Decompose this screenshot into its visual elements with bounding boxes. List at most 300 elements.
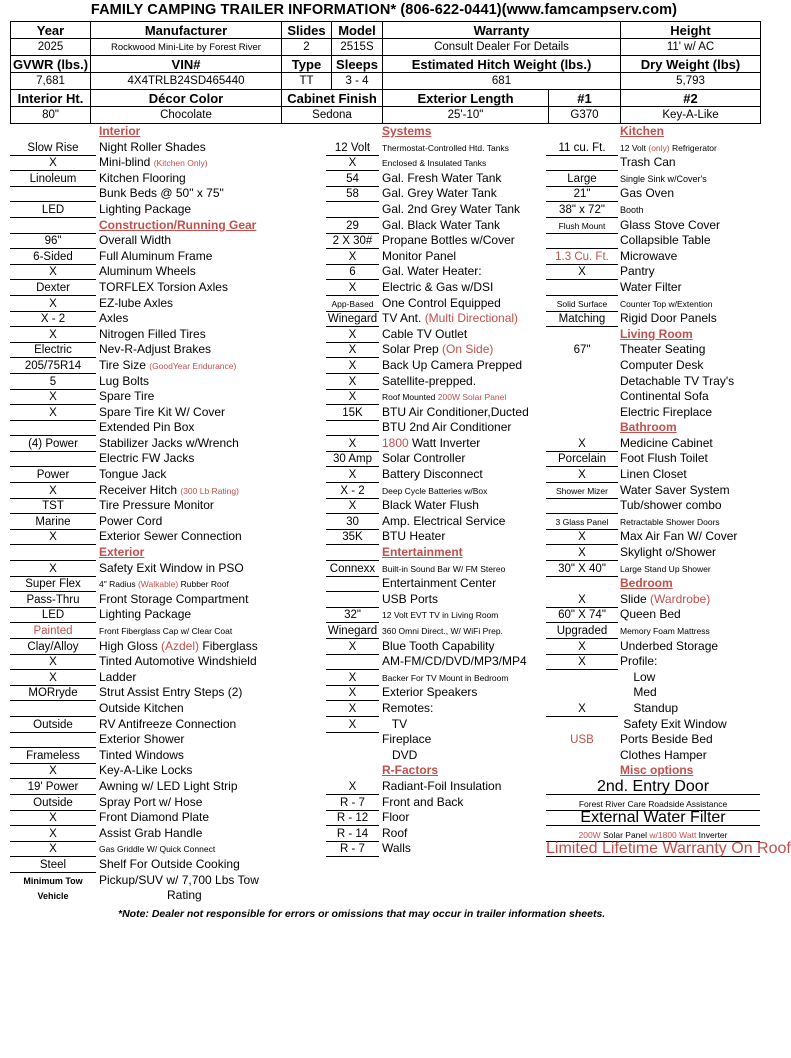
label-text: Enclosed & Insulated Tanks <box>382 158 487 169</box>
spec-row <box>546 654 760 670</box>
spec-row <box>326 124 544 140</box>
header-value: 681 <box>383 73 621 90</box>
spec-value: R - 12 <box>326 811 379 826</box>
spec-label <box>620 561 711 578</box>
spec-value: Slow Rise <box>10 141 96 156</box>
spec-label <box>620 654 657 670</box>
label-text: (Walkable) <box>137 579 179 590</box>
spec-value: Shower Mizer <box>546 484 618 499</box>
label-text: Lighting Package <box>99 201 192 216</box>
spec-label <box>620 685 657 701</box>
spec-label <box>99 576 229 593</box>
spec-value: X <box>10 297 96 312</box>
spec-row <box>10 155 260 171</box>
spec-value: 21" <box>546 187 618 202</box>
spec-value: App-Based <box>326 297 379 312</box>
spec-label <box>99 529 242 545</box>
spec-value: Solid Surface <box>546 297 618 312</box>
spec-row <box>326 763 544 779</box>
spec-value: Dexter <box>10 281 96 296</box>
spec-value <box>10 452 96 467</box>
spec-row <box>326 592 544 608</box>
spec-value <box>10 187 96 202</box>
spec-label <box>620 623 710 640</box>
label-text: Skylight o/Shower <box>620 545 717 560</box>
spec-value <box>546 577 618 591</box>
spec-row <box>10 779 260 795</box>
spec-row <box>10 498 260 514</box>
label-text: Blue Tooth Capability <box>382 638 495 653</box>
header-value: 4X4TRLB24SD465440 <box>91 73 282 90</box>
spec-label <box>382 498 479 514</box>
spec-row <box>10 717 260 733</box>
spec-label <box>382 717 407 733</box>
spec-label <box>620 732 713 748</box>
spec-label <box>382 639 495 655</box>
spec-row <box>10 374 260 390</box>
spec-label <box>382 264 482 280</box>
spec-label <box>382 218 500 234</box>
spec-value <box>326 655 379 670</box>
spec-row <box>326 841 544 857</box>
label-text: Floor <box>382 810 410 825</box>
column-interior <box>10 124 260 904</box>
spec-label <box>620 296 712 313</box>
header-label: #2 <box>621 90 761 107</box>
label-text: Tire Pressure Monitor <box>99 498 214 513</box>
label-text: (On Side) <box>442 342 494 357</box>
header-value: 7,681 <box>11 73 91 90</box>
spec-label <box>99 186 224 202</box>
spec-row <box>10 327 260 343</box>
label-text: Bedroom <box>620 576 673 591</box>
spec-value: 67" <box>573 344 591 357</box>
spec-value <box>546 686 618 700</box>
label-text: Profile: <box>620 654 658 669</box>
spec-value <box>546 234 618 249</box>
spec-row <box>326 607 544 623</box>
spec-label <box>382 670 508 687</box>
label-text: DVD <box>382 747 418 762</box>
label-text: (only) <box>648 142 670 153</box>
spec-label <box>620 405 712 421</box>
label-text: Booth <box>620 204 644 215</box>
spec-row <box>10 607 260 623</box>
spec-label <box>99 779 238 795</box>
spec-value: Pass-Thru <box>10 593 96 608</box>
label-text: Memory Foam Mattress <box>620 626 710 636</box>
label-text: Amp. Electrical Service <box>382 513 506 528</box>
label-text: Cable TV Outlet <box>382 326 468 341</box>
header-label: Décor Color <box>91 90 282 107</box>
label-text: Tinted Windows <box>99 747 184 762</box>
label-text: AM-FM/CD/DVD/MP3/MP4 <box>382 654 527 669</box>
spec-label <box>99 389 154 405</box>
spec-label <box>99 857 240 873</box>
spec-label <box>99 202 191 218</box>
spec-value <box>10 702 96 717</box>
spec-value <box>326 749 379 763</box>
spec-value: X <box>326 250 379 265</box>
spec-label <box>382 358 522 374</box>
spec-value: (4) Power <box>10 437 96 452</box>
label-text: Remotes: <box>382 700 434 715</box>
spec-value: 60" X 74" <box>546 608 618 623</box>
label-text: Power Cord <box>99 513 163 528</box>
label-text: Ports Beside Bed <box>620 732 713 747</box>
spec-label <box>620 592 710 608</box>
spec-value: Power <box>10 468 96 483</box>
spec-row <box>326 389 544 405</box>
spec-value: X <box>326 281 379 296</box>
spec-label <box>99 420 194 436</box>
label-text: Collapsible Table <box>620 233 711 248</box>
spec-value: 96" <box>10 234 96 249</box>
spec-label <box>99 155 208 172</box>
label-text: Rigid Door Panels <box>620 311 717 326</box>
label-text: One Control Equipped <box>382 295 501 310</box>
spec-label <box>99 701 184 717</box>
spec-value: X <box>326 686 379 701</box>
label-text: Pantry <box>620 264 655 279</box>
spec-value: X <box>326 359 379 374</box>
spec-row <box>10 623 260 639</box>
spec-label <box>382 841 411 857</box>
label-text: Kitchen <box>620 124 665 138</box>
spec-label <box>620 467 687 483</box>
spec-value <box>10 421 96 436</box>
spec-label <box>382 202 520 218</box>
spec-row <box>326 779 544 795</box>
spec-label <box>620 701 678 717</box>
spec-value: 2 X 30# <box>326 234 379 249</box>
spec-value: X <box>326 390 379 405</box>
label-text: Interior <box>99 124 141 138</box>
spec-label <box>620 545 716 561</box>
label-text: Back Up Camera Prepped <box>382 357 523 372</box>
spec-row <box>546 483 760 499</box>
spec-row <box>326 529 544 545</box>
spec-label <box>620 639 718 655</box>
label-text: BTU 2nd Air Conditioner <box>382 420 512 435</box>
spec-value: R - 7 <box>326 842 379 857</box>
spec-value: X <box>546 437 618 452</box>
spec-label <box>620 717 727 733</box>
spec-value: Porcelain <box>546 452 618 467</box>
misc-option <box>546 777 760 795</box>
label-text: 1800 <box>382 435 409 450</box>
label-text: Low <box>620 669 656 684</box>
label-text: Built-in Sound Bar W/ FM Stereo <box>382 563 506 574</box>
header-value: 25'-10" <box>383 107 549 124</box>
label-text: Counter Top w/Extention <box>620 298 713 309</box>
label-text: EZ-lube Axles <box>99 295 174 310</box>
spec-label <box>620 607 681 623</box>
label-text: Tub/shower combo <box>620 498 722 513</box>
header-value: 11' w/ AC <box>621 39 761 56</box>
spec-row <box>546 576 760 592</box>
label-text: Full Aluminum Frame <box>99 248 213 263</box>
label-text: Exterior Speakers <box>382 685 478 700</box>
label-text: Gal. Black Water Tank <box>382 217 501 232</box>
misc-option <box>546 811 760 826</box>
spec-row <box>546 607 760 623</box>
spec-row <box>546 436 760 452</box>
label-text: Strut Assist Entry Steps (2) <box>99 685 243 700</box>
label-text: RV Antifreeze Connection <box>99 716 237 731</box>
spec-row <box>10 529 260 545</box>
spec-row <box>10 841 260 857</box>
header-value: TT <box>282 73 332 90</box>
header-row <box>11 22 761 39</box>
spec-row <box>10 576 260 592</box>
spec-label <box>382 327 467 343</box>
label-text: Trash Can <box>620 155 676 170</box>
label-text: Clothes Hamper <box>620 747 707 762</box>
label-text: Fiberglass <box>199 638 258 653</box>
label-text: Gas Griddle W/ Quick Connect <box>99 844 216 855</box>
spec-label <box>382 389 506 406</box>
spec-value <box>326 125 379 139</box>
spec-row <box>326 140 544 156</box>
spec-value <box>546 764 618 778</box>
spec-row <box>546 296 760 312</box>
spec-label <box>382 514 505 530</box>
spec-value: Steel <box>10 858 96 873</box>
spec-label <box>382 249 456 265</box>
disclaimer-note: *Note: Dealer not responsible for errors or omissions that may occur in trailer information sheets. <box>118 908 606 920</box>
spec-row <box>326 171 544 187</box>
spec-value: 5 <box>10 375 96 390</box>
spec-row <box>546 155 760 171</box>
label-text: Medicine Cabinet <box>620 435 713 450</box>
label-text: Gal. Grey Water Tank <box>382 186 497 201</box>
label-text: Foot Flush Toilet <box>620 451 708 466</box>
header-label: Manufacturer <box>91 22 282 39</box>
misc-option-row <box>546 826 760 842</box>
spec-value: X <box>10 811 96 826</box>
label-text: Aluminum Wheels <box>99 264 196 279</box>
spec-value <box>326 764 379 778</box>
spec-value: Outside <box>10 718 96 733</box>
spec-row <box>10 873 260 889</box>
spec-label <box>382 701 433 717</box>
spec-label <box>99 763 192 779</box>
spec-row <box>546 451 760 467</box>
header-value: 80" <box>11 107 91 124</box>
spec-label <box>99 748 184 764</box>
spec-value: X <box>10 530 96 545</box>
spec-value: 30" X 40" <box>546 562 618 577</box>
label-text: Deep Cycle Batteries w/Box <box>382 485 488 496</box>
spec-value: X <box>546 702 618 717</box>
label-text: Electric & Gas w/DSI <box>382 279 494 294</box>
spec-row <box>326 654 544 670</box>
label-text: Black Water Flush <box>382 498 479 513</box>
spec-value: Winegard <box>327 313 378 326</box>
spec-label <box>99 264 196 280</box>
spec-row <box>326 483 544 499</box>
spec-label <box>620 748 707 764</box>
spec-label <box>382 748 417 764</box>
header-label: Sleeps <box>332 56 383 73</box>
spec-value: Super Flex <box>10 577 96 592</box>
label-text: (Azdel) <box>161 638 200 653</box>
label-text: Refrigerator <box>669 142 717 153</box>
header-row <box>11 107 761 124</box>
label-text: Extended Pin Box <box>99 420 195 435</box>
spec-label <box>99 249 212 265</box>
spec-value: X <box>10 390 96 405</box>
spec-value <box>326 593 379 608</box>
spec-row <box>326 155 544 171</box>
spec-row <box>10 639 260 655</box>
spec-row <box>326 451 544 467</box>
spec-value: X <box>326 640 379 655</box>
spec-label <box>99 498 214 514</box>
spec-value: X <box>10 328 96 343</box>
spec-row <box>546 389 760 405</box>
spec-row <box>10 249 260 265</box>
spec-row <box>10 405 260 421</box>
label-text: Battery Disconnect <box>382 467 483 482</box>
spec-label <box>382 592 438 608</box>
spec-value: Minimum Tow <box>23 875 83 886</box>
spec-label <box>99 374 149 390</box>
spec-label <box>620 342 705 358</box>
spec-label <box>620 280 682 296</box>
header-value: Chocolate <box>91 107 282 124</box>
label-text: Theater Seating <box>620 342 706 357</box>
spec-value <box>546 375 618 389</box>
spec-label <box>382 654 527 670</box>
label-text: Limited Lifetime Warranty On Roof <box>546 840 791 858</box>
spec-row <box>10 186 260 202</box>
label-text: Night Roller Shades <box>99 139 206 154</box>
spec-label <box>382 576 496 592</box>
spec-value: Large <box>546 172 618 187</box>
spec-row <box>10 171 260 187</box>
spec-label <box>99 514 162 530</box>
spec-row <box>326 561 544 577</box>
spec-row <box>10 810 260 826</box>
label-text: Gal. Water Heater: <box>382 264 482 279</box>
header-label: Estimated Hitch Weight (lbs.) <box>383 56 621 73</box>
spec-value: 38" x 72" <box>546 203 618 218</box>
spec-label <box>382 483 487 500</box>
spec-row <box>546 467 760 483</box>
spec-row <box>326 233 544 249</box>
spec-label <box>620 218 720 234</box>
spec-value: X <box>10 406 96 421</box>
label-text: Backer For TV Mount in Bedroom <box>382 672 509 683</box>
spec-value: X <box>10 562 96 577</box>
label-text: 200W <box>578 829 601 840</box>
header-value: 2 <box>282 39 332 56</box>
label-text: Overall Width <box>99 233 172 248</box>
spec-row <box>326 732 544 748</box>
header-label: Exterior Length <box>383 90 549 107</box>
spec-row <box>326 717 544 733</box>
spec-row <box>10 358 260 374</box>
spec-value: X <box>546 640 618 655</box>
spec-row <box>10 826 260 842</box>
spec-row <box>546 420 760 436</box>
label-text: Monitor Panel <box>382 248 457 263</box>
spec-value: MORryde <box>10 686 96 701</box>
spec-label <box>382 685 477 701</box>
spec-row <box>546 311 760 327</box>
spec-row <box>10 124 260 140</box>
spec-value <box>546 281 618 296</box>
spec-row <box>546 763 760 779</box>
spec-row <box>546 202 760 218</box>
spec-row <box>326 436 544 452</box>
spec-row <box>546 701 760 717</box>
spec-row <box>10 140 260 156</box>
label-text: (Kitchen Only) <box>153 158 208 169</box>
header-value: 3 - 4 <box>332 73 383 90</box>
spec-value: X <box>10 827 96 842</box>
spec-value: 30 Amp <box>326 452 379 467</box>
label-text: (GoodYear Endurance) <box>149 360 237 371</box>
spec-row <box>326 296 544 312</box>
spec-label <box>99 826 202 842</box>
spec-value: X <box>326 375 379 390</box>
spec-label <box>382 561 505 578</box>
header-label: Warranty <box>383 22 621 39</box>
spec-row <box>326 358 544 374</box>
label-text: Entertainment <box>382 545 463 560</box>
spec-value: R - 7 <box>326 796 379 811</box>
label-text: Water Saver System <box>620 482 730 497</box>
spec-row <box>546 498 760 514</box>
spec-label <box>382 374 476 390</box>
spec-value: X <box>10 156 96 171</box>
spec-value <box>546 718 618 732</box>
label-text: Underbed Storage <box>620 638 719 653</box>
spec-value: LED <box>10 203 96 218</box>
spec-label <box>382 280 493 296</box>
spec-row <box>10 233 260 249</box>
header-label: Height <box>621 22 761 39</box>
label-text: 200W Solar Panel <box>437 392 507 403</box>
spec-label <box>620 576 673 592</box>
label-text: External Water Filter <box>580 809 726 827</box>
spec-row <box>546 592 760 608</box>
spec-label <box>99 841 215 858</box>
spec-value <box>10 546 96 561</box>
header-value: 2515S <box>332 39 383 56</box>
spec-label <box>99 685 242 701</box>
spec-label <box>620 124 664 140</box>
spec-label <box>382 763 438 779</box>
label-text: Inverter <box>696 829 728 840</box>
spec-label <box>620 514 720 531</box>
label-text: 4" Radius <box>99 579 138 590</box>
label-text: Single Sink w/Cover's <box>620 173 707 184</box>
label-text: Tinted Automotive Windshield <box>99 654 257 669</box>
spec-row <box>546 342 760 358</box>
spec-label <box>99 358 236 375</box>
label-text: Gal. 2nd Grey Water Tank <box>382 201 521 216</box>
header-label: Dry Weight (lbs) <box>621 56 761 73</box>
spec-row <box>546 405 760 421</box>
spec-value: X <box>326 499 379 514</box>
spec-value: Frameless <box>10 749 96 764</box>
label-text: Outside Kitchen <box>99 700 184 715</box>
spec-value <box>10 219 96 234</box>
